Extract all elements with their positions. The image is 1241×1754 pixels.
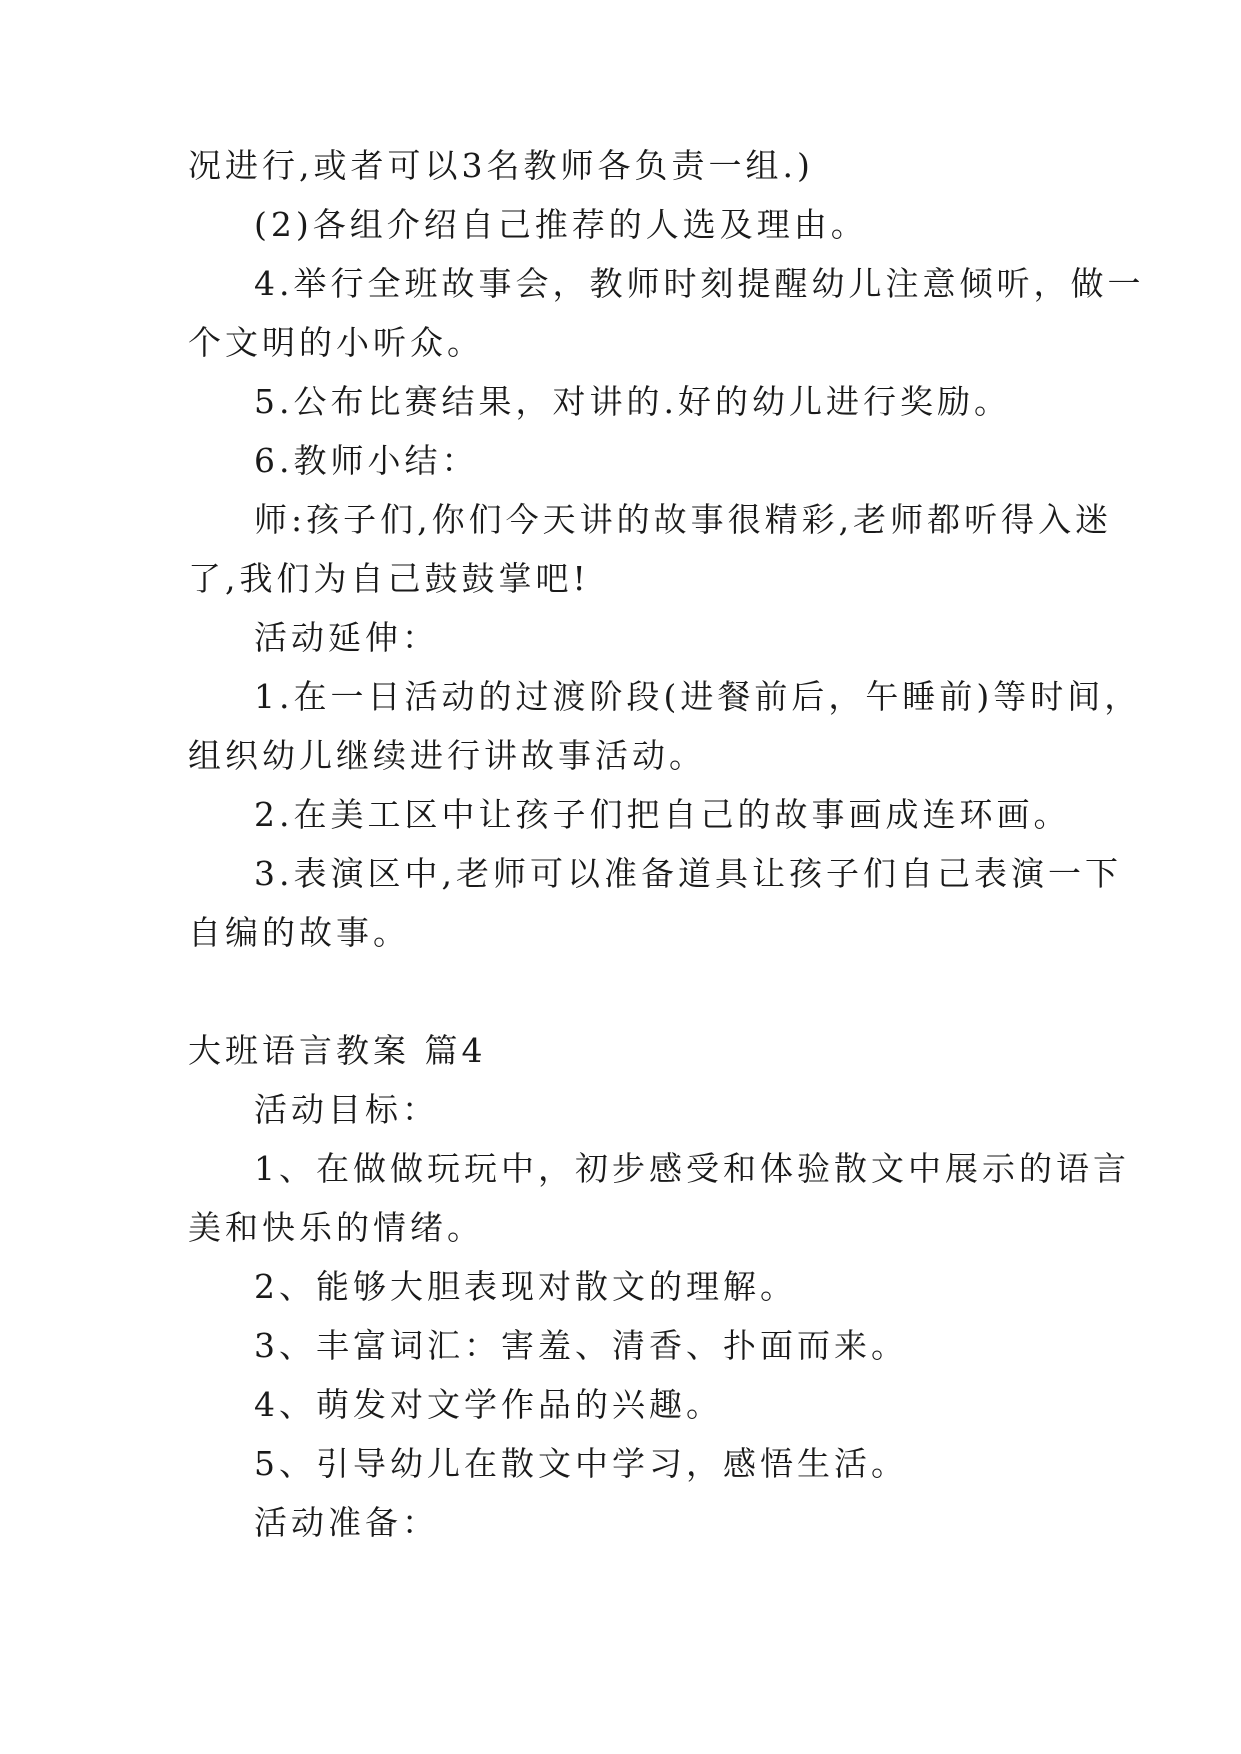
paragraph-line-20: 3、丰富词汇：害羞、清香、扑面而来。 [254, 1326, 908, 1365]
paragraph-line-14: 自编的故事。 [188, 913, 410, 952]
paragraph-line-18: 美和快乐的情绪。 [188, 1208, 484, 1247]
paragraph-line-3: 4.举行全班故事会，教师时刻提醒幼儿注意倾听，做一 [254, 264, 1145, 303]
paragraph-line-17: 1、在做做玩玩中，初步感受和体验散文中展示的语言 [254, 1149, 1130, 1188]
paragraph-line-12: 2.在美工区中让孩子们把自己的故事画成连环画。 [254, 795, 1071, 834]
paragraph-line-5: 5.公布比赛结果，对讲的.好的幼儿进行奖励。 [254, 382, 1011, 421]
paragraph-line-4: 个文明的小听众。 [188, 323, 484, 362]
section-title: 大班语言教案 篇4 [188, 1031, 487, 1070]
paragraph-line-7: 师:孩子们,你们今天讲的故事很精彩,老师都听得入迷 [254, 500, 1113, 539]
paragraph-line-21: 4、萌发对文学作品的兴趣。 [254, 1385, 723, 1424]
section-heading-goals: 活动目标： [254, 1090, 439, 1129]
section-heading-preparation: 活动准备： [254, 1503, 439, 1542]
section-heading-extension: 活动延伸： [254, 618, 439, 657]
paragraph-line-10: 1.在一日活动的过渡阶段(进餐前后，午睡前)等时间， [254, 677, 1142, 716]
paragraph-line-8: 了,我们为自己鼓鼓掌吧! [188, 559, 590, 598]
paragraph-line-11: 组织幼儿继续进行讲故事活动。 [188, 736, 706, 775]
paragraph-line-19: 2、能够大胆表现对散文的理解。 [254, 1267, 797, 1306]
paragraph-line-13: 3.表演区中,老师可以准备道具让孩子们自己表演一下 [254, 854, 1122, 893]
paragraph-line-1: 况进行,或者可以3名教师各负责一组.) [188, 146, 814, 185]
paragraph-line-2: (2)各组介绍自己推荐的人选及理由。 [254, 205, 868, 244]
paragraph-line-22: 5、引导幼儿在散文中学习，感悟生活。 [254, 1444, 908, 1483]
paragraph-line-6: 6.教师小结： [254, 441, 479, 480]
